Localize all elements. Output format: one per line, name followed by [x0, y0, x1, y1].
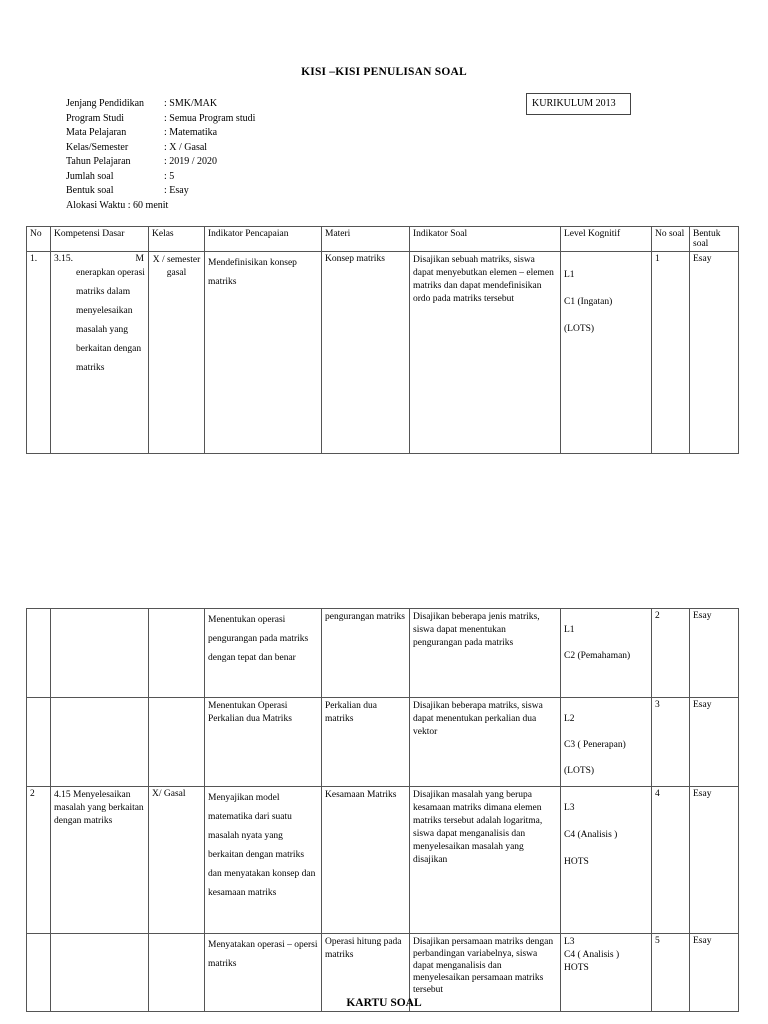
kurikulum-box: KURIKULUM 2013: [526, 93, 631, 115]
table-header-row: [27, 227, 739, 252]
header-kd: Kompetensi Dasar: [51, 227, 149, 252]
cell-indikator: Menentukan operasi pengurangan pada matriks dengan tepat dan benar: [205, 609, 322, 698]
cell-bentuk: Esay: [690, 934, 739, 1012]
meta-row: Jenjang Pendidikan : SMK/MAK: [66, 98, 218, 109]
cell-materi: Operasi hitung pada matriks: [322, 934, 410, 1012]
header-kelas: Kelas: [149, 227, 205, 252]
table-row: [27, 787, 739, 934]
cell-no: [27, 609, 51, 698]
kisi-table-top: [26, 226, 739, 454]
cell-no: 2: [27, 787, 51, 934]
kisi-table-bottom: [26, 608, 739, 1012]
meta-row: Tahun Pelajaran : 2019 / 2020: [66, 156, 218, 167]
cell-no-soal: 5: [652, 934, 690, 1012]
meta-row: Program Studi : Semua Program studi: [66, 112, 256, 124]
meta-row: Bentuk soal : Esay: [66, 185, 189, 196]
header-indikator: Indikator Pencapaian: [205, 227, 322, 252]
meta-row: Kelas/Semester : X / Gasal: [66, 141, 208, 153]
meta-row: Mata Pelajaran : Matematika: [66, 127, 218, 138]
header-no-soal: No soal: [652, 227, 690, 252]
cell-indikator: Menyajikan model matematika dari suatu masalah nyata yang berkaitan dengan matriks dan menyatakan konsep dan kesamaan matriks: [205, 787, 322, 934]
cell-bentuk: Esay: [690, 609, 739, 698]
cell-kd: 3.15. M enerapkan operasi matriks dalam menyelesaikan masalah yang berkaitan dengan matriks: [51, 252, 149, 454]
cell-materi: Konsep matriks: [322, 252, 410, 454]
cell-materi: pengurangan matriks: [322, 609, 410, 698]
cell-indikator-soal: Disajikan masalah yang berupa kesamaan matriks dimana elemen matriks tersebut adalah logaritma, siswa dapat menganalisis dan menyelesaikan masalah yang disajikan: [410, 787, 561, 934]
table-row: [27, 609, 739, 698]
cell-bentuk: Esay: [690, 787, 739, 934]
cell-indikator-soal: Disajikan persamaan matriks dengan perbandingan variabelnya, siswa dapat menganalisis dan menyelesaikan persamaan matriks tersebut: [410, 934, 561, 1012]
cell-indikator: Mendefinisikan konsep matriks: [205, 252, 322, 454]
cell-no-soal: 1: [652, 252, 690, 454]
cell-no-soal: 2: [652, 609, 690, 698]
cell-bentuk: Esay: [690, 698, 739, 787]
cell-materi: Perkalian dua matriks: [322, 698, 410, 787]
header-no: No: [27, 227, 51, 252]
cell-kelas: [149, 609, 205, 698]
table-row: [27, 252, 739, 454]
cell-level: L1 C1 (Ingatan) (LOTS): [561, 252, 652, 454]
cell-bentuk: Esay: [690, 252, 739, 454]
document-meta: [66, 97, 255, 213]
header-indikator-soal: Indikator Soal: [410, 227, 561, 252]
cell-level: L1 C2 (Pemahaman): [561, 609, 652, 698]
cell-no-soal: 4: [652, 787, 690, 934]
cell-kd: 4.15 Menyelesaikan masalah yang berkaitan dengan matriks: [51, 787, 149, 934]
cell-materi: Kesamaan Matriks: [322, 787, 410, 934]
cell-indikator: Menentukan Operasi Perkalian dua Matriks: [205, 698, 322, 787]
cell-indikator-soal: Disajikan sebuah matriks, siswa dapat menyebutkan elemen – elemen matriks dan dapat mendefinisikan ordo pada matriks tersebut: [410, 252, 561, 454]
kartu-soal-heading: KARTU SOAL: [346, 997, 422, 1009]
header-level: Level Kognitif: [561, 227, 652, 252]
cell-level: L3 C4 ( Analisis ) HOTS: [561, 934, 652, 1012]
meta-row: Jumlah soal : 5: [66, 170, 175, 182]
cell-indikator-soal: Disajikan beberapa matriks, siswa dapat menentukan perkalian dua vektor: [410, 698, 561, 787]
cell-kd: [51, 609, 149, 698]
meta-alokasi: Alokasi Waktu : 60 menit: [66, 199, 169, 211]
cell-indikator: Menyatakan operasi – opersi matriks: [205, 934, 322, 1012]
cell-level: L2 C3 ( Penerapan) (LOTS): [561, 698, 652, 787]
header-materi: Materi: [322, 227, 410, 252]
cell-level: L3 C4 (Analisis ) HOTS: [561, 787, 652, 934]
cell-kd: [51, 698, 149, 787]
cell-kelas: X/ Gasal: [149, 787, 205, 934]
cell-indikator-soal: Disajikan beberapa jenis matriks, siswa dapat menentukan pengurangan pada matriks: [410, 609, 561, 698]
page-title: KISI –KISI PENULISAN SOAL: [301, 66, 467, 78]
table-row: [27, 698, 739, 787]
cell-kelas: X / semester gasal: [149, 252, 205, 454]
cell-no: 1.: [27, 252, 51, 454]
header-bentuk: Bentuk soal: [690, 227, 739, 252]
cell-kelas: [149, 698, 205, 787]
cell-no: [27, 698, 51, 787]
cell-no-soal: 3: [652, 698, 690, 787]
